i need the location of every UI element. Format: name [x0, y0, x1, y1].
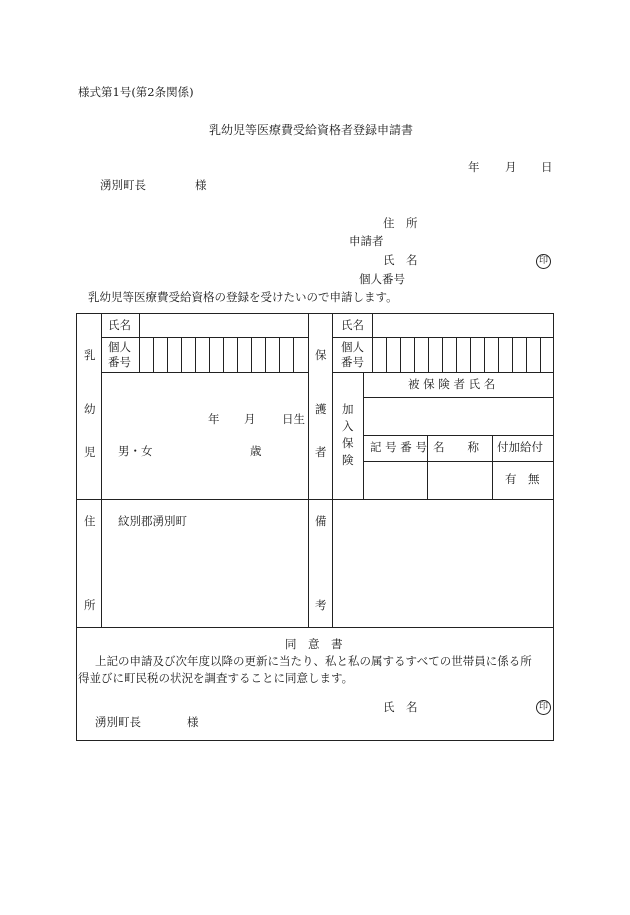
- date-month-label: 月: [505, 160, 517, 174]
- infant-age-label: 歳: [250, 444, 262, 458]
- guardian-label-char-1: 保: [315, 348, 327, 362]
- insurer-name-header: 名 称: [433, 440, 479, 454]
- insurance-label-char-4: 険: [342, 453, 354, 467]
- infant-sex-field: 男・女: [118, 444, 153, 458]
- insurance-label-char-1: 加: [342, 402, 354, 416]
- insurance-label-char-2: 入: [342, 419, 354, 433]
- applicant-seal-icon: 印: [536, 254, 551, 269]
- applicant-label: 申請者: [349, 234, 384, 248]
- additional-benefit-presence: 有 無: [505, 472, 540, 486]
- applicant-number-label: 個人番号: [359, 272, 405, 286]
- infant-label-char-1: 乳: [84, 348, 96, 362]
- remarks-label-char-1: 備: [315, 514, 327, 528]
- infant-birth-month-label: 月: [244, 412, 256, 426]
- infant-label-char-3: 児: [84, 445, 96, 459]
- address-value: 紋別郡湧別町: [118, 514, 187, 528]
- applicant-address-label: 住 所: [383, 216, 418, 230]
- consent-seal-icon: 印: [536, 700, 551, 715]
- additional-benefit-header: 付加給付: [497, 440, 543, 454]
- address-label-char-2: 所: [84, 598, 96, 612]
- guardian-name-label: 氏名: [341, 318, 364, 332]
- addressee-honorific: 様: [195, 178, 207, 192]
- form-title: 乳幼児等医療費受給資格者登録申請書: [209, 123, 414, 137]
- consent-addressee-honorific: 様: [187, 715, 199, 729]
- date-day-label: 日: [541, 160, 553, 174]
- applicant-name-label: 氏 名: [383, 253, 418, 267]
- consent-title: 同 意 書: [285, 637, 343, 651]
- insurance-label-char-3: 保: [342, 436, 354, 450]
- consent-addressee: 湧別町長: [95, 715, 141, 729]
- form-number: 様式第1号(第2条関係): [78, 85, 194, 99]
- infant-number-label-1: 個人: [108, 340, 131, 354]
- insured-name-header: 被 保 険 者 氏 名: [408, 377, 496, 391]
- infant-birth-year-label: 年: [208, 412, 220, 426]
- guardian-label-char-2: 護: [315, 402, 327, 416]
- addressee: 湧別町長: [100, 178, 146, 192]
- guardian-number-label-1: 個人: [341, 340, 364, 354]
- guardian-label-char-3: 者: [315, 445, 327, 459]
- date-year-label: 年: [468, 160, 480, 174]
- infant-birth-day-label: 日生: [282, 412, 305, 426]
- consent-text-line-2: 得並びに町民税の状況を調査することに同意します。: [78, 671, 354, 685]
- remarks-label-char-2: 考: [315, 598, 327, 612]
- infant-label-char-2: 幼: [84, 402, 96, 416]
- consent-text-line-1: 上記の申請及び次年度以降の更新に当たり、私と私の属するすべての世帯員に係る所: [95, 654, 532, 668]
- symbol-number-header: 記 号 番 号: [370, 440, 427, 454]
- application-statement: 乳幼児等医療費受給資格の登録を受けたいので申請します。: [88, 290, 398, 304]
- consent-name-label: 氏 名: [383, 700, 418, 714]
- guardian-number-label-2: 番号: [341, 355, 364, 369]
- infant-number-label-2: 番号: [108, 355, 131, 369]
- address-label-char-1: 住: [84, 514, 96, 528]
- infant-name-label: 氏名: [108, 318, 131, 332]
